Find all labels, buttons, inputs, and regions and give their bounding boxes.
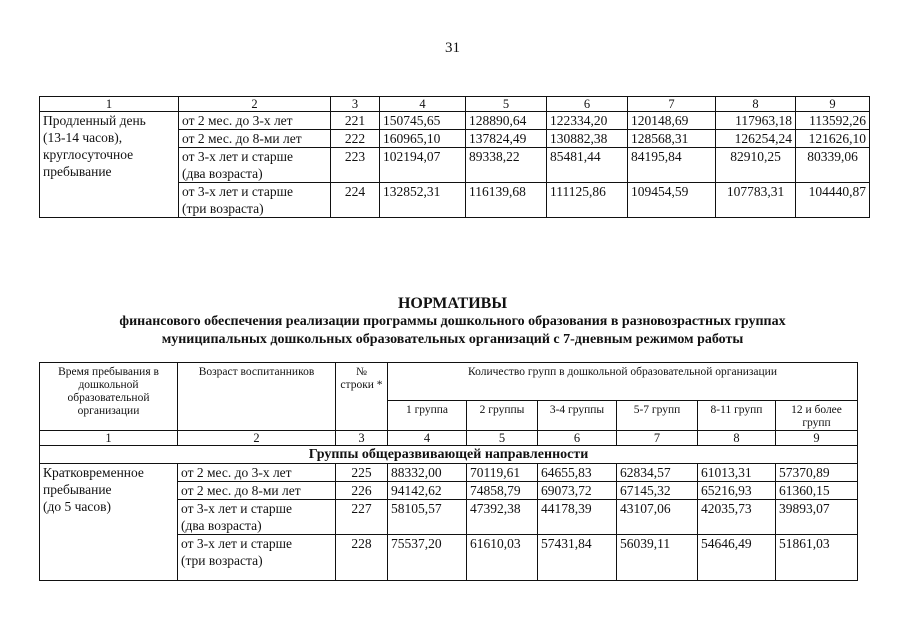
section-label: Группы общеразвивающей направленности bbox=[40, 446, 858, 464]
col-index: 8 bbox=[698, 431, 776, 446]
col-index: 2 bbox=[178, 431, 336, 446]
age-cell bbox=[179, 112, 331, 130]
column-index-row bbox=[40, 97, 870, 112]
col-index: 9 bbox=[796, 97, 870, 112]
category-line: пребывание bbox=[43, 164, 112, 179]
value-cell: 70119,61 bbox=[467, 464, 538, 482]
age-line: (два возраста) bbox=[181, 518, 262, 533]
top-norms-table bbox=[39, 96, 870, 218]
age-cell bbox=[178, 500, 336, 535]
page-number: 31 bbox=[445, 40, 460, 56]
row-number: 226 bbox=[336, 482, 388, 500]
age-line: от 2 мес. до 3-х лет bbox=[182, 113, 293, 128]
value-cell: 122334,20 bbox=[547, 112, 628, 130]
header-group-2: 2 группы bbox=[467, 401, 538, 431]
col-index: 7 bbox=[628, 97, 716, 112]
col-index: 6 bbox=[547, 97, 628, 112]
value-cell: 65216,93 bbox=[698, 482, 776, 500]
value-cell: 57370,89 bbox=[776, 464, 858, 482]
value-cell: 61610,03 bbox=[467, 535, 538, 581]
value-cell: 42035,73 bbox=[698, 500, 776, 535]
header-group-5-7: 5-7 групп bbox=[617, 401, 698, 431]
value-cell: 132852,31 bbox=[380, 183, 466, 218]
age-line: от 3-х лет и старше bbox=[182, 149, 294, 164]
col-index: 5 bbox=[466, 97, 547, 112]
header-group-3-4: 3-4 группы bbox=[538, 401, 617, 431]
category-cell bbox=[40, 112, 179, 218]
value-cell: 130882,38 bbox=[547, 130, 628, 148]
age-cell bbox=[179, 130, 331, 148]
age-line: (два возраста) bbox=[182, 166, 263, 181]
value-cell: 62834,57 bbox=[617, 464, 698, 482]
value-cell: 160965,10 bbox=[380, 130, 466, 148]
age-line: от 2 мес. до 8-ми лет bbox=[182, 131, 302, 146]
value-cell: 80339,06 bbox=[796, 148, 870, 183]
row-number: 222 bbox=[331, 130, 380, 148]
value-cell: 74858,79 bbox=[467, 482, 538, 500]
value-cell: 54646,49 bbox=[698, 535, 776, 581]
value-cell: 94142,62 bbox=[388, 482, 467, 500]
section-subtitle-line2: муниципальных дошкольных образовательных организаций с 7-дневным режимом работы bbox=[161, 332, 744, 347]
header-group-8-11: 8-11 групп bbox=[698, 401, 776, 431]
category-line: (до 5 часов) bbox=[43, 499, 112, 514]
age-cell bbox=[179, 148, 331, 183]
age-line: (три возраста) bbox=[182, 201, 264, 216]
header-group-count: Количество групп в дошкольной образовательной организации bbox=[388, 363, 858, 401]
value-cell: 69073,72 bbox=[538, 482, 617, 500]
column-index-row bbox=[40, 431, 858, 446]
value-cell: 57431,84 bbox=[538, 535, 617, 581]
header-group-1: 1 группа bbox=[388, 401, 467, 431]
value-cell: 61360,15 bbox=[776, 482, 858, 500]
col-index: 4 bbox=[388, 431, 467, 446]
header-time-of-stay: Время пребывания в дошкольной образовательной организации bbox=[40, 363, 178, 431]
age-line: от 2 мес. до 3-х лет bbox=[181, 465, 292, 480]
row-number: 221 bbox=[331, 112, 380, 130]
row-number: 228 bbox=[336, 535, 388, 581]
col-index: 6 bbox=[538, 431, 617, 446]
value-cell: 56039,11 bbox=[617, 535, 698, 581]
category-line: круглосуточное bbox=[43, 147, 134, 162]
age-line: от 3-х лет и старше bbox=[181, 536, 293, 551]
value-cell: 109454,59 bbox=[628, 183, 716, 218]
col-index: 1 bbox=[40, 431, 178, 446]
value-cell: 126254,24 bbox=[716, 130, 796, 148]
value-cell: 58105,57 bbox=[388, 500, 467, 535]
row-number: 224 bbox=[331, 183, 380, 218]
value-cell: 137824,49 bbox=[466, 130, 547, 148]
age-cell bbox=[178, 464, 336, 482]
col-index: 9 bbox=[776, 431, 858, 446]
col-index: 3 bbox=[336, 431, 388, 446]
category-cell bbox=[40, 464, 178, 581]
col-index: 5 bbox=[467, 431, 538, 446]
value-cell: 88332,00 bbox=[388, 464, 467, 482]
col-index: 2 bbox=[179, 97, 331, 112]
value-cell: 121626,10 bbox=[796, 130, 870, 148]
header-group-12-plus: 12 и более групп bbox=[776, 401, 858, 431]
value-cell: 84195,84 bbox=[628, 148, 716, 183]
category-line: (13-14 часов), bbox=[43, 130, 123, 145]
header-age: Возраст воспитанников bbox=[178, 363, 336, 431]
value-cell: 61013,31 bbox=[698, 464, 776, 482]
value-cell: 82910,25 bbox=[716, 148, 796, 183]
value-cell: 116139,68 bbox=[466, 183, 547, 218]
category-line: Кратковременное bbox=[43, 465, 144, 480]
value-cell: 67145,32 bbox=[617, 482, 698, 500]
age-line: (три возраста) bbox=[181, 553, 263, 568]
value-cell: 150745,65 bbox=[380, 112, 466, 130]
value-cell: 120148,69 bbox=[628, 112, 716, 130]
header-row-number: № строки * bbox=[336, 363, 388, 431]
row-number: 227 bbox=[336, 500, 388, 535]
header-row bbox=[40, 363, 858, 401]
col-index: 3 bbox=[331, 97, 380, 112]
value-cell: 128568,31 bbox=[628, 130, 716, 148]
row-number: 223 bbox=[331, 148, 380, 183]
col-index: 4 bbox=[380, 97, 466, 112]
value-cell: 47392,38 bbox=[467, 500, 538, 535]
table-row bbox=[40, 464, 858, 482]
value-cell: 44178,39 bbox=[538, 500, 617, 535]
value-cell: 104440,87 bbox=[796, 183, 870, 218]
value-cell: 89338,22 bbox=[466, 148, 547, 183]
value-cell: 75537,20 bbox=[388, 535, 467, 581]
col-index: 1 bbox=[40, 97, 179, 112]
table-row bbox=[40, 112, 870, 130]
value-cell: 102194,07 bbox=[380, 148, 466, 183]
value-cell: 111125,86 bbox=[547, 183, 628, 218]
value-cell: 64655,83 bbox=[538, 464, 617, 482]
age-cell bbox=[178, 482, 336, 500]
value-cell: 51861,03 bbox=[776, 535, 858, 581]
col-index: 8 bbox=[716, 97, 796, 112]
age-line: от 2 мес. до 8-ми лет bbox=[181, 483, 301, 498]
value-cell: 85481,44 bbox=[547, 148, 628, 183]
row-number: 225 bbox=[336, 464, 388, 482]
age-cell bbox=[179, 183, 331, 218]
section-row bbox=[40, 446, 858, 464]
category-line: Продленный день bbox=[43, 113, 146, 128]
value-cell: 43107,06 bbox=[617, 500, 698, 535]
col-index: 7 bbox=[617, 431, 698, 446]
section-subtitle-line1: финансового обеспечения реализации программы дошкольного образования в разновозрастных группах bbox=[119, 314, 786, 329]
category-line: пребывание bbox=[43, 482, 112, 497]
value-cell: 107783,31 bbox=[716, 183, 796, 218]
value-cell: 117963,18 bbox=[716, 112, 796, 130]
age-cell bbox=[178, 535, 336, 581]
age-line: от 3-х лет и старше bbox=[181, 501, 293, 516]
age-line: от 3-х лет и старше bbox=[182, 184, 294, 199]
bottom-norms-table bbox=[39, 362, 858, 581]
value-cell: 128890,64 bbox=[466, 112, 547, 130]
value-cell: 113592,26 bbox=[796, 112, 870, 130]
section-title: НОРМАТИВЫ bbox=[397, 295, 508, 312]
value-cell: 39893,07 bbox=[776, 500, 858, 535]
